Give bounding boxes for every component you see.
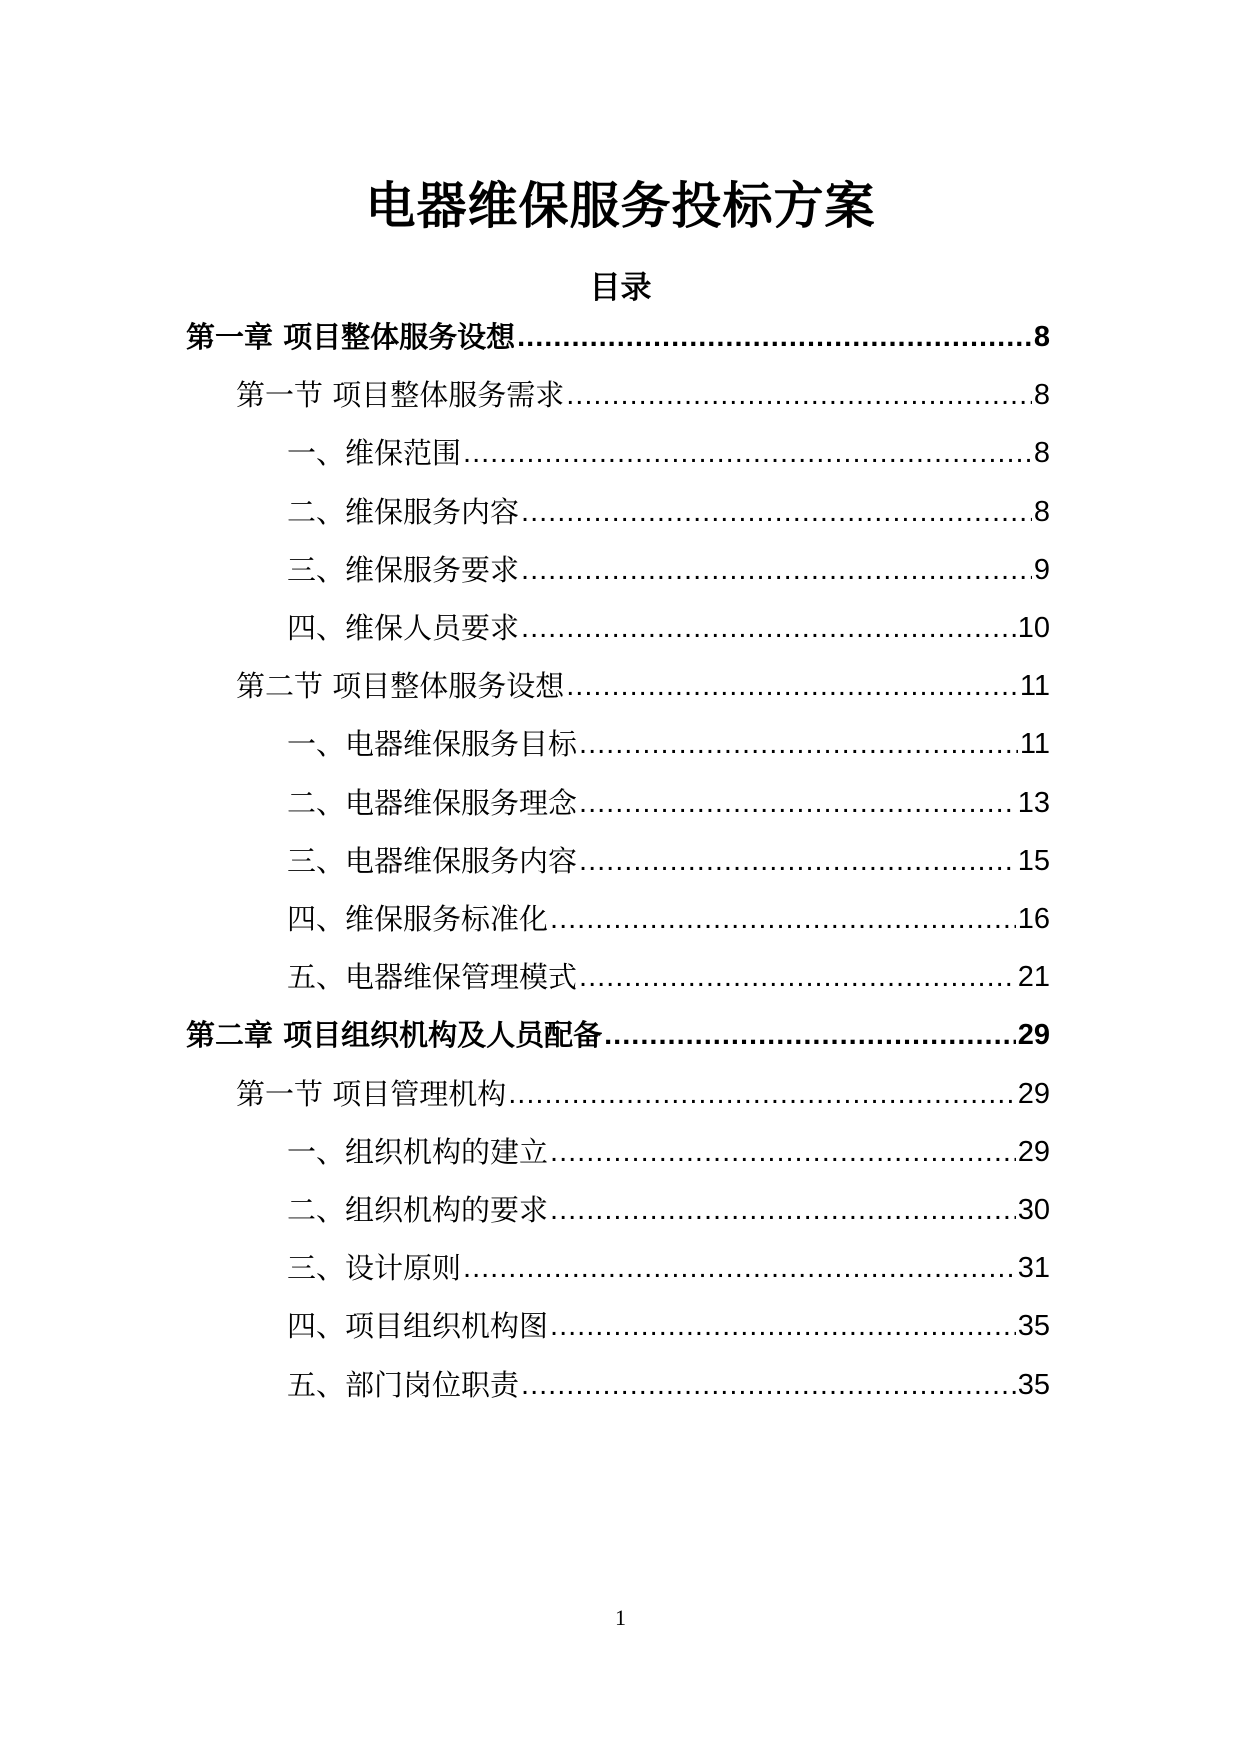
toc-entry-page-number: 15 [1017,844,1050,877]
toc-entry[interactable] [287,779,1050,823]
toc-entry-page-number: 9 [1033,553,1050,586]
toc-entry-label: 二、维保服务内容 [287,494,520,529]
toc-entry[interactable] [287,837,1050,881]
document-title: 电器维保服务投标方案 [365,177,876,235]
toc-entry[interactable] [287,429,1050,473]
toc-entry-page-number: 11 [1019,728,1050,761]
toc-heading: 目录 [589,270,652,306]
toc-dot-leader [521,550,1032,590]
toc-entry-page-number: 16 [1017,903,1050,935]
page-number: 1 [615,1605,626,1630]
toc-entry-page-number: 30 [1017,1194,1050,1226]
toc-entry-label: 一、维保范围 [287,436,462,471]
toc-entry-label: 三、电器维保服务内容 [287,843,578,878]
toc-entry-page-number: 29 [1017,1019,1050,1052]
toc-dot-leader [521,608,1016,648]
toc-entry-page-number: 31 [1017,1252,1050,1285]
toc-entry-label: 三、维保服务要求 [287,552,520,587]
toc-entry-page-number: 13 [1017,786,1050,819]
toc-entry-page-number: 35 [1017,1368,1050,1401]
toc-entry[interactable] [287,1186,1050,1230]
toc-entry-page-number: 11 [1019,670,1050,703]
toc-entry[interactable] [287,953,1050,997]
toc-entry[interactable] [287,895,1050,939]
toc-entry-page-number: 35 [1017,1310,1050,1343]
toc-entry[interactable] [287,604,1050,648]
toc-dot-leader [550,1306,1016,1346]
toc-entry-page-number: 8 [1033,437,1050,470]
toc-dot-leader [521,1365,1016,1405]
toc-dot-leader [579,841,1016,881]
toc-entry[interactable] [236,371,1050,415]
toc-entry-label: 第一章 项目整体服务设想 [186,320,516,354]
toc-entry-page-number: 8 [1033,379,1050,412]
toc-entry[interactable] [287,1302,1050,1346]
toc-dot-leader [604,1015,1016,1055]
toc-entry[interactable] [287,1128,1050,1172]
toc-entry[interactable] [287,1244,1050,1288]
toc-entry-label: 四、维保服务标准化 [287,902,549,936]
toc-entry-label: 一、电器维保服务目标 [287,727,578,762]
toc-entry[interactable] [236,1070,1050,1114]
toc-entry-label: 二、电器维保服务理念 [287,785,578,820]
toc-dot-leader [566,666,1018,706]
toc-entry-label: 二、组织机构的要求 [287,1193,549,1227]
toc-dot-leader [463,1248,1016,1288]
toc-entry-page-number: 29 [1017,1077,1050,1110]
toc-dot-leader [550,1132,1016,1172]
toc-entry-label: 四、维保人员要求 [287,611,520,645]
toc-dot-leader [579,783,1016,823]
toc-entry[interactable] [287,720,1050,764]
toc-entry[interactable] [287,1361,1050,1405]
toc-entry[interactable] [287,488,1050,532]
toc-entry-label: 第二章 项目组织机构及人员配备 [186,1018,603,1053]
toc-dot-leader [579,724,1018,764]
toc-entry[interactable] [186,313,1050,357]
toc-entry[interactable] [236,662,1050,706]
toc-dot-leader [550,1190,1016,1230]
toc-entry-page-number: 10 [1017,612,1050,644]
toc-entry-page-number: 8 [1033,321,1050,353]
toc-dot-leader [517,317,1032,357]
toc-entry-label: 五、电器维保管理模式 [287,960,578,995]
toc-entry-page-number: 8 [1033,495,1050,528]
toc-dot-leader [463,433,1032,473]
toc-entry-page-number: 21 [1017,961,1050,994]
toc-entry-page-number: 29 [1017,1135,1050,1168]
toc-entry-label: 一、组织机构的建立 [287,1134,549,1169]
toc-entry-label: 四、项目组织机构图 [287,1309,549,1344]
toc-entry-label: 第一节 项目整体服务需求 [236,378,565,413]
toc-dot-leader [508,1074,1016,1114]
toc-dot-leader [521,492,1032,532]
toc-entry[interactable] [186,1011,1050,1055]
toc-entry-label: 五、部门岗位职责 [287,1367,520,1402]
toc-entry-label: 第一节 项目管理机构 [236,1076,507,1111]
toc-dot-leader [550,899,1016,939]
toc-dot-leader [579,957,1016,997]
toc-entry-label: 第二节 项目整体服务设想 [236,669,565,704]
toc-dot-leader [566,375,1032,415]
toc-entry-label: 三、设计原则 [287,1251,462,1286]
toc-entry[interactable] [287,546,1050,590]
